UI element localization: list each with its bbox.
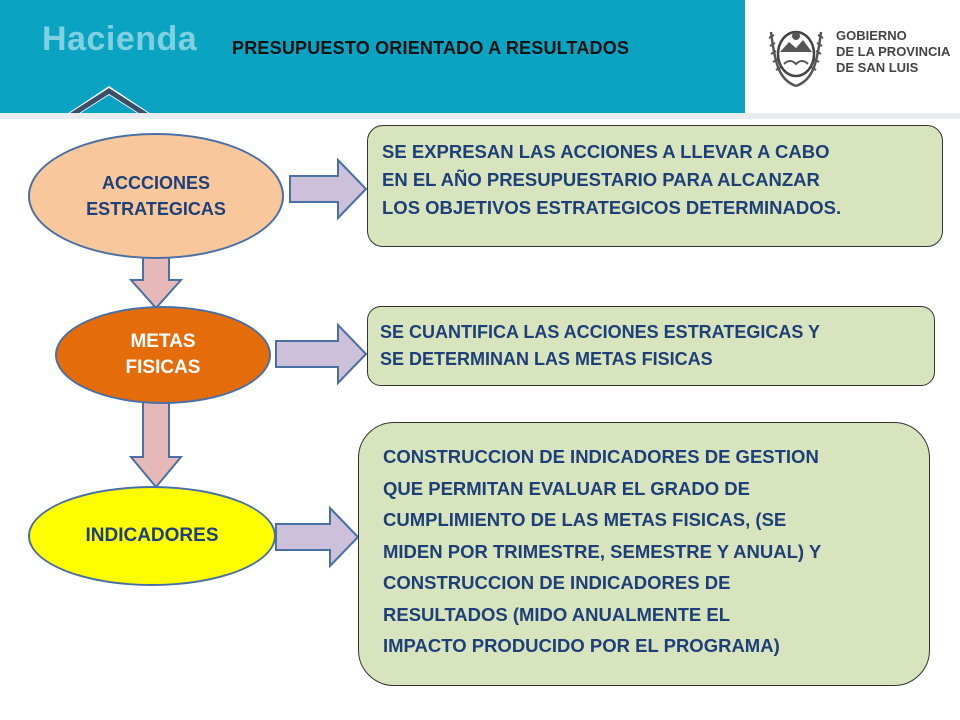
page-title: PRESUPUESTO ORIENTADO A RESULTADOS [232, 38, 630, 58]
node-indicadores [28, 486, 276, 586]
down-arrow-2 [131, 401, 181, 487]
node-label: METAS FISICAS [125, 331, 201, 378]
right-arrow-1 [290, 160, 366, 218]
node-label: INDICADORES [85, 525, 219, 546]
description-line: QUE PERMITAN EVALUAR EL GRADO DE [383, 477, 750, 499]
province-shield-icon [765, 24, 827, 90]
house-roof-icon [64, 82, 154, 116]
brand-logo-text: Hacienda [42, 20, 198, 58]
government-name [836, 28, 950, 76]
right-arrow-2 [276, 325, 366, 383]
description-line: SE DETERMINAN LAS METAS FISICAS [380, 349, 713, 369]
node-acciones-estrategicas [28, 133, 284, 259]
description-line: LOS OBJETIVOS ESTRATEGICOS DETERMINADOS. [382, 197, 842, 218]
description-line: SE EXPRESAN LAS ACCIONES A LLEVAR A CABO [382, 141, 830, 162]
down-arrow-1 [131, 252, 181, 308]
right-arrow-3 [276, 508, 358, 566]
gov-line-1: GOBIERNO [836, 28, 907, 43]
gov-line-2: DE LA PROVINCIA [836, 44, 951, 59]
description-line: IMPACTO PRODUCIDO POR EL PROGRAMA) [383, 635, 780, 656]
description-line: MIDEN POR TRIMESTRE, SEMESTRE Y ANUAL) Y [383, 540, 822, 562]
description-line: SE CUANTIFICA LAS ACCIONES ESTRATEGICAS Y [380, 322, 821, 342]
node-metas-fisicas [55, 306, 271, 404]
description-line: EN EL AÑO PRESUPUESTARIO PARA ALCANZAR [382, 169, 820, 190]
description-box-indicadores [358, 422, 930, 686]
description-box-metas [367, 306, 935, 386]
description-line: RESULTADOS (MIDO ANUALMENTE EL [383, 603, 731, 625]
node-label: ACCCIONES ESTRATEGICAS [86, 173, 226, 219]
description-line: CUMPLIMIENTO DE LAS METAS FISICAS, (SE [383, 509, 787, 530]
description-line: CONSTRUCCION DE INDICADORES DE [383, 572, 731, 593]
header-divider [0, 113, 960, 119]
description-line: CONSTRUCCION DE INDICADORES DE GESTION [383, 446, 819, 467]
gov-line-3: DE SAN LUIS [836, 60, 919, 75]
description-box-acciones [367, 125, 943, 247]
